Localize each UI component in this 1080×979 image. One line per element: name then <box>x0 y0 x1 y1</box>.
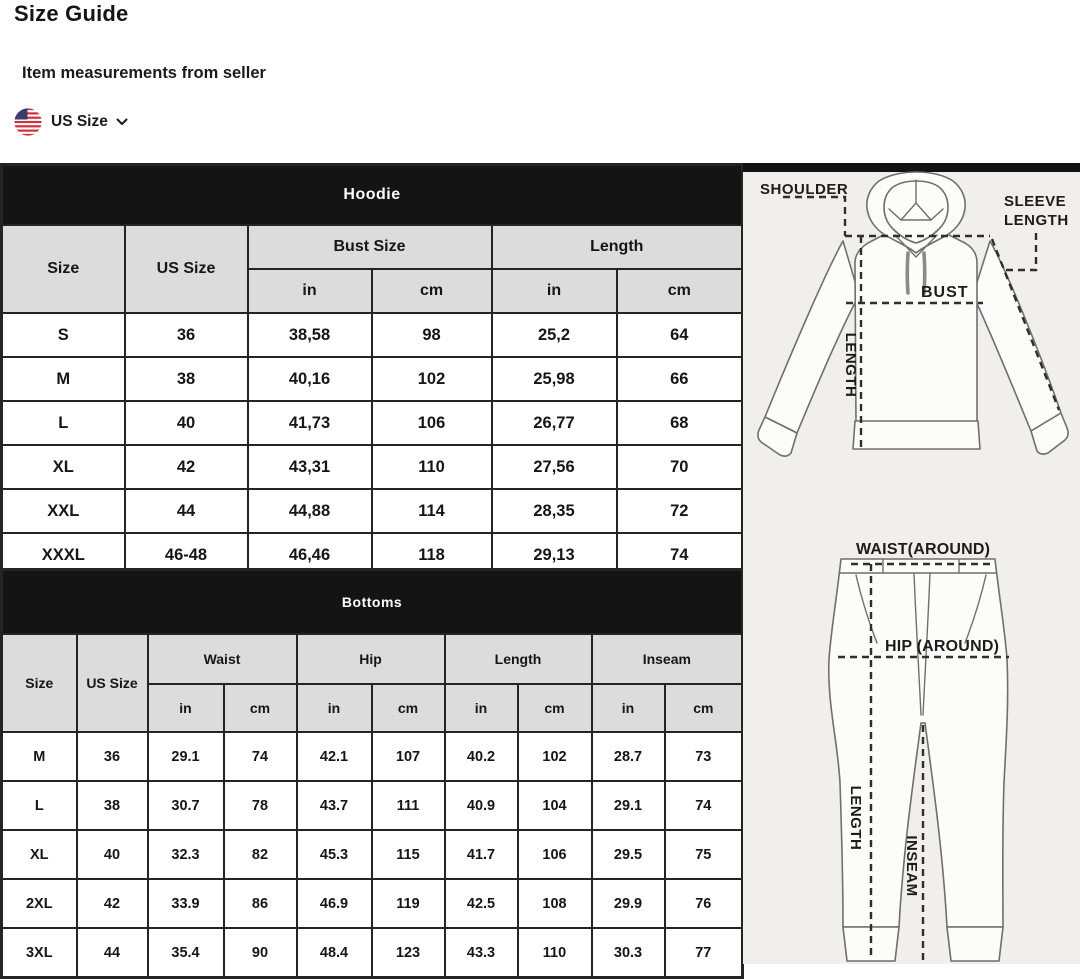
table-cell: 46-48 <box>125 533 248 578</box>
col-header-us-size: US Size <box>77 634 148 732</box>
table-cell: 43.7 <box>297 781 372 830</box>
bottoms-size-table <box>0 568 744 979</box>
table-cell: 46,46 <box>248 533 372 578</box>
table-cell: 119 <box>372 879 445 928</box>
size-region-selector[interactable] <box>14 108 128 136</box>
table-cell: 36 <box>125 313 248 357</box>
table-cell: 25,2 <box>492 313 617 357</box>
hoodie-length-label: LENGTH <box>842 332 860 398</box>
table-cell: 29.5 <box>592 830 665 879</box>
table-cell: XL <box>2 830 77 879</box>
sleeve-length-label-line1: SLEEVE <box>1004 193 1067 210</box>
table-cell: 111 <box>372 781 445 830</box>
table-cell: 38 <box>77 781 148 830</box>
hoodie-size-table <box>0 163 744 579</box>
table-cell: 42.5 <box>445 879 518 928</box>
table-cell: 73 <box>665 732 743 781</box>
table-cell: M <box>2 732 77 781</box>
table-cell: 102 <box>372 357 492 401</box>
col-header-length: Length <box>445 634 592 684</box>
table-cell: 40 <box>77 830 148 879</box>
table-cell: 48.4 <box>297 928 372 978</box>
pants-length-label: LENGTH <box>847 785 865 851</box>
table-cell: 90 <box>224 928 297 978</box>
bust-label: BUST <box>921 284 969 301</box>
hoodie-table-title: Hoodie <box>2 165 743 226</box>
table-cell: 44,88 <box>248 489 372 533</box>
pants-drawing <box>829 559 1008 961</box>
table-cell: 30.7 <box>148 781 224 830</box>
col-header-bust-size: Bust Size <box>248 225 492 269</box>
unit-header-cm: cm <box>372 269 492 313</box>
table-cell: 42 <box>125 445 248 489</box>
table-cell: 78 <box>224 781 297 830</box>
table-cell: 118 <box>372 533 492 578</box>
table-cell: 64 <box>617 313 743 357</box>
col-header-inseam: Inseam <box>592 634 743 684</box>
page-title: Size Guide <box>14 1 129 26</box>
unit-header-cm: cm <box>665 684 743 732</box>
table-cell: 74 <box>224 732 297 781</box>
table-cell: 42.1 <box>297 732 372 781</box>
table-cell: 66 <box>617 357 743 401</box>
table-cell: 43,31 <box>248 445 372 489</box>
sleeve-length-label-line2: LENGTH <box>1004 212 1069 229</box>
chevron-down-icon <box>116 118 128 126</box>
table-cell: 27,56 <box>492 445 617 489</box>
table-cell: L <box>2 781 77 830</box>
table-row <box>2 489 743 533</box>
unit-header-in: in <box>492 269 617 313</box>
bottoms-table-title: Bottoms <box>2 570 743 635</box>
table-row <box>2 313 743 357</box>
shoulder-label: SHOULDER <box>760 181 849 198</box>
us-flag-icon <box>14 108 42 136</box>
table-cell: 75 <box>665 830 743 879</box>
unit-header-in: in <box>592 684 665 732</box>
table-cell: XXL <box>2 489 125 533</box>
table-cell: 44 <box>125 489 248 533</box>
table-cell: 33.9 <box>148 879 224 928</box>
col-header-hip: Hip <box>297 634 445 684</box>
table-cell: 38,58 <box>248 313 372 357</box>
table-cell: 28.7 <box>592 732 665 781</box>
table-cell: 30.3 <box>592 928 665 978</box>
col-header-length: Length <box>492 225 743 269</box>
unit-header-in: in <box>445 684 518 732</box>
waist-label: WAIST(AROUND) <box>856 541 991 558</box>
table-row <box>2 830 743 879</box>
unit-header-cm: cm <box>518 684 592 732</box>
unit-header-in: in <box>248 269 372 313</box>
table-cell: 44 <box>77 928 148 978</box>
table-cell: 82 <box>224 830 297 879</box>
unit-header-cm: cm <box>617 269 743 313</box>
table-cell: 28,35 <box>492 489 617 533</box>
table-cell: 68 <box>617 401 743 445</box>
table-cell: XXXL <box>2 533 125 578</box>
subtitle: Item measurements from seller <box>22 64 266 82</box>
table-cell: XL <box>2 445 125 489</box>
table-row <box>2 732 743 781</box>
table-cell: 102 <box>518 732 592 781</box>
table-cell: 32.3 <box>148 830 224 879</box>
table-cell: 40 <box>125 401 248 445</box>
table-cell: 107 <box>372 732 445 781</box>
table-cell: 76 <box>665 879 743 928</box>
table-cell: 106 <box>372 401 492 445</box>
table-cell: 110 <box>518 928 592 978</box>
table-cell: 74 <box>617 533 743 578</box>
table-cell: 38 <box>125 357 248 401</box>
diagram-top-border <box>743 163 1080 172</box>
table-cell: 29.9 <box>592 879 665 928</box>
region-label: US Size <box>51 113 108 130</box>
table-row <box>2 401 743 445</box>
table-cell: 98 <box>372 313 492 357</box>
col-header-size: Size <box>2 634 77 732</box>
table-cell: 114 <box>372 489 492 533</box>
table-cell: 36 <box>77 732 148 781</box>
table-cell: 104 <box>518 781 592 830</box>
table-cell: 40.2 <box>445 732 518 781</box>
unit-header-cm: cm <box>224 684 297 732</box>
table-cell: 42 <box>77 879 148 928</box>
table-cell: 123 <box>372 928 445 978</box>
table-row <box>2 879 743 928</box>
col-header-waist: Waist <box>148 634 297 684</box>
table-row <box>2 928 743 978</box>
table-cell: 3XL <box>2 928 77 978</box>
measurement-diagram <box>743 163 1080 964</box>
table-cell: 29.1 <box>592 781 665 830</box>
table-row <box>2 781 743 830</box>
table-cell: 72 <box>617 489 743 533</box>
inseam-label: INSEAM <box>903 835 921 897</box>
table-row <box>2 445 743 489</box>
table-cell: 41,73 <box>248 401 372 445</box>
table-cell: 35.4 <box>148 928 224 978</box>
table-cell: 40,16 <box>248 357 372 401</box>
table-cell: S <box>2 313 125 357</box>
table-cell: 40.9 <box>445 781 518 830</box>
col-header-us-size: US Size <box>125 225 248 313</box>
table-cell: 29,13 <box>492 533 617 578</box>
hip-label: HIP (AROUND) <box>885 638 1000 655</box>
table-cell: 46.9 <box>297 879 372 928</box>
table-cell: 25,98 <box>492 357 617 401</box>
table-cell: 70 <box>617 445 743 489</box>
unit-header-cm: cm <box>372 684 445 732</box>
table-cell: 26,77 <box>492 401 617 445</box>
table-row <box>2 357 743 401</box>
table-cell: 45.3 <box>297 830 372 879</box>
table-cell: 106 <box>518 830 592 879</box>
unit-header-in: in <box>148 684 224 732</box>
table-cell: 74 <box>665 781 743 830</box>
col-header-size: Size <box>2 225 125 313</box>
table-cell: 41.7 <box>445 830 518 879</box>
table-cell: 29.1 <box>148 732 224 781</box>
table-cell: M <box>2 357 125 401</box>
table-cell: 115 <box>372 830 445 879</box>
table-cell: 77 <box>665 928 743 978</box>
table-cell: L <box>2 401 125 445</box>
table-cell: 2XL <box>2 879 77 928</box>
table-cell: 86 <box>224 879 297 928</box>
unit-header-in: in <box>297 684 372 732</box>
table-cell: 108 <box>518 879 592 928</box>
table-cell: 43.3 <box>445 928 518 978</box>
table-cell: 110 <box>372 445 492 489</box>
